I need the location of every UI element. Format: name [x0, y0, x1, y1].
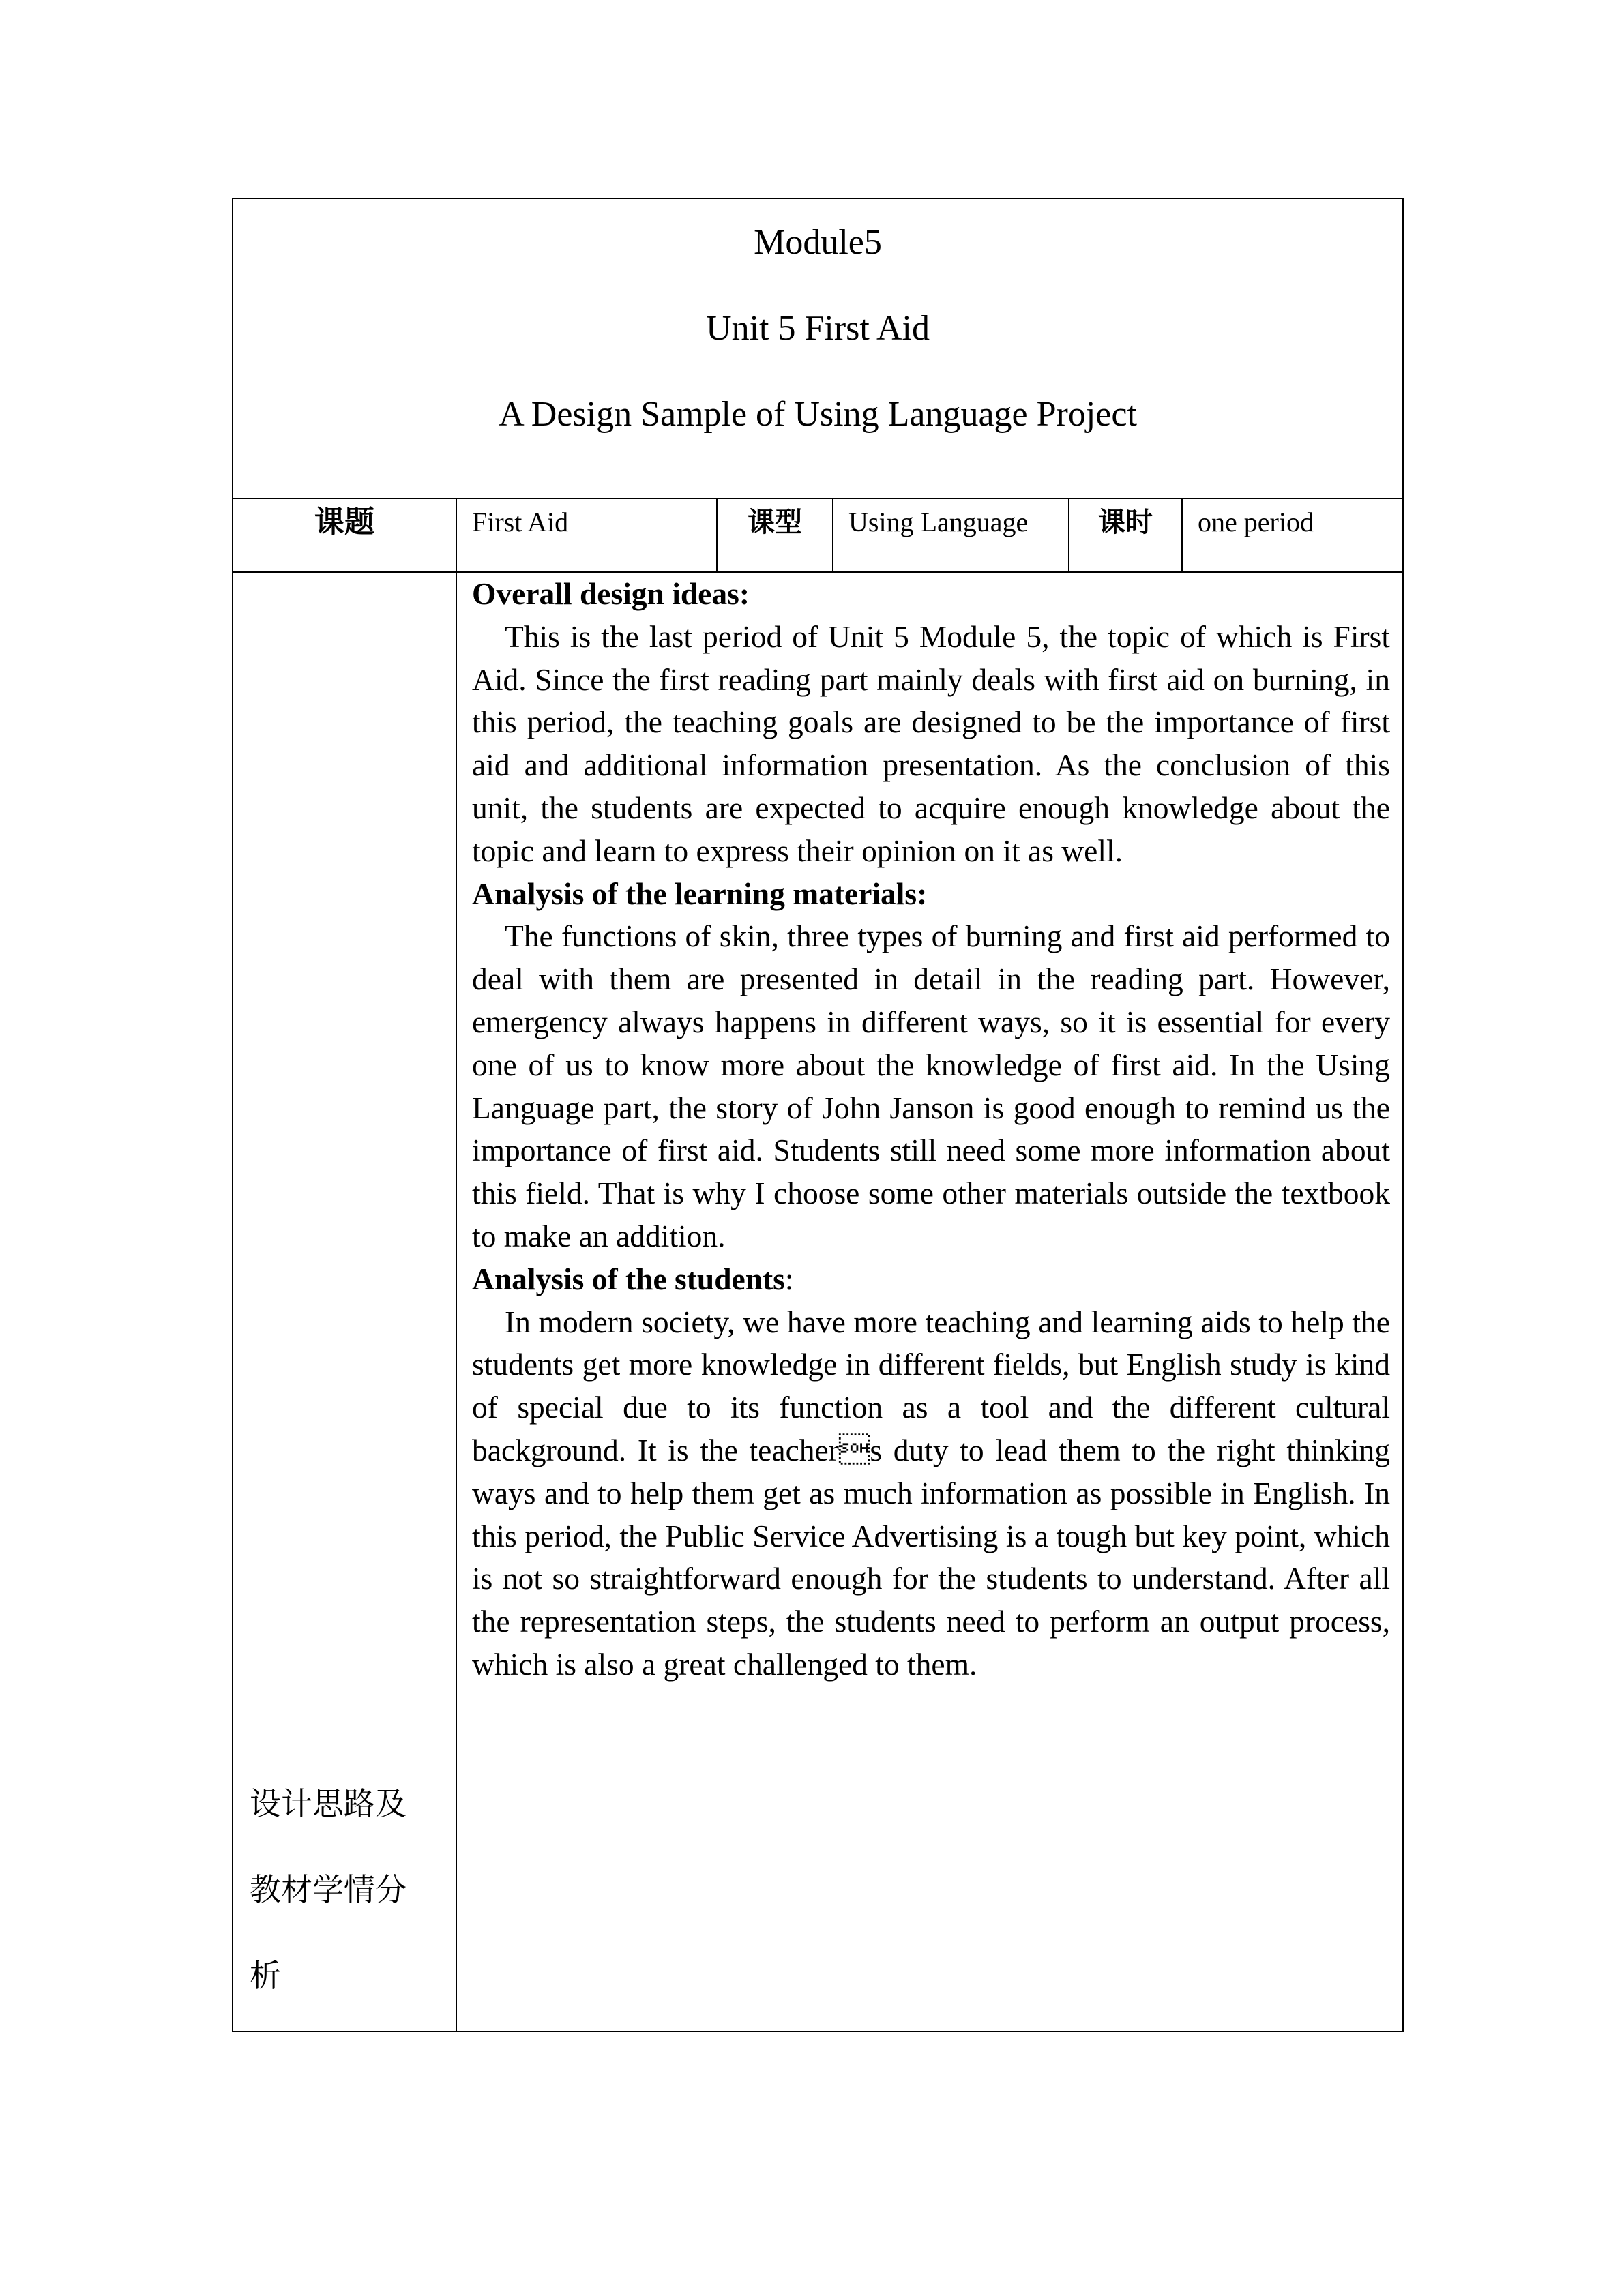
analysis-row [233, 573, 1402, 2031]
hours-value-cell [1183, 499, 1404, 571]
section-content-cell [457, 573, 1404, 2031]
module-title: Module5 [754, 223, 882, 262]
meta-row [233, 499, 1402, 573]
overall-heading: Overall design ideas: [472, 576, 750, 611]
hours-value: one period [1198, 507, 1314, 537]
type-label-cell [718, 499, 833, 571]
students-heading-line [472, 1258, 1390, 1301]
type-value-cell [833, 499, 1069, 571]
section-label-line: 设计思路及 [250, 1785, 407, 1822]
lesson-plan-table [232, 198, 1404, 2032]
type-value: Using Language [848, 507, 1029, 537]
overall-paragraph: This is the last period of Unit 5 Module 5, the topic of which is First Aid. Since the first reading part mainly deals with first aid on burning, in this period, the teaching goals are designed to be the importance of first aid and additional information presentation. As the conclusion of this unit, the students are expected to acquire enough knowledge about the topic and learn to express their opinion on it as well. [472, 618, 1390, 868]
hours-label: 课时 [1098, 507, 1153, 538]
type-label: 课型 [748, 507, 802, 538]
topic-value: First Aid [472, 507, 569, 537]
students-paragraph: In modern society, we have more teaching and learning aids to help the students get more knowledge in different fields, but English study is kind of special due to its function as a tool and the different cultural background. It is the teachers duty to lead them to the right thinking ways and to help them get as much information as possible in English. In this period, the Public Service Advertising is a tough but key point, which is not so straightforward enough for the students to understand. After all the representation steps, the students need to perform an output process, which is also a great challenged to them. [472, 1304, 1390, 1682]
students-heading: Analysis of the students [472, 1261, 785, 1296]
section-label-line: 教材学情分 [250, 1871, 407, 1908]
hours-label-cell [1069, 499, 1183, 571]
materials-heading: Analysis of the learning materials: [472, 876, 928, 911]
section-label [250, 1761, 447, 2018]
materials-paragraph: The functions of skin, three types of burning and first aid performed to deal with them are presented in detail in the reading part. However, emergency always happens in different ways, so it is essential for every one of us to know more about the knowledge of first aid. In the Using Language part, the story of John Janson is good enough to remind us the importance of first aid. Students still need some more information about this field. That is why I choose some other materials outside the textbook to make an addition. [472, 919, 1390, 1253]
students-heading-colon: : [784, 1261, 794, 1296]
project-title: A Design Sample of Using Language Project [499, 395, 1137, 434]
table-header [233, 199, 1402, 499]
unit-title: Unit 5 First Aid [706, 309, 930, 348]
topic-label: 课题 [314, 505, 374, 539]
topic-label-cell [233, 499, 457, 571]
section-content [472, 573, 1390, 1686]
topic-value-cell [457, 499, 718, 571]
section-label-line: 析 [250, 1957, 281, 1994]
section-label-cell [233, 573, 457, 2031]
